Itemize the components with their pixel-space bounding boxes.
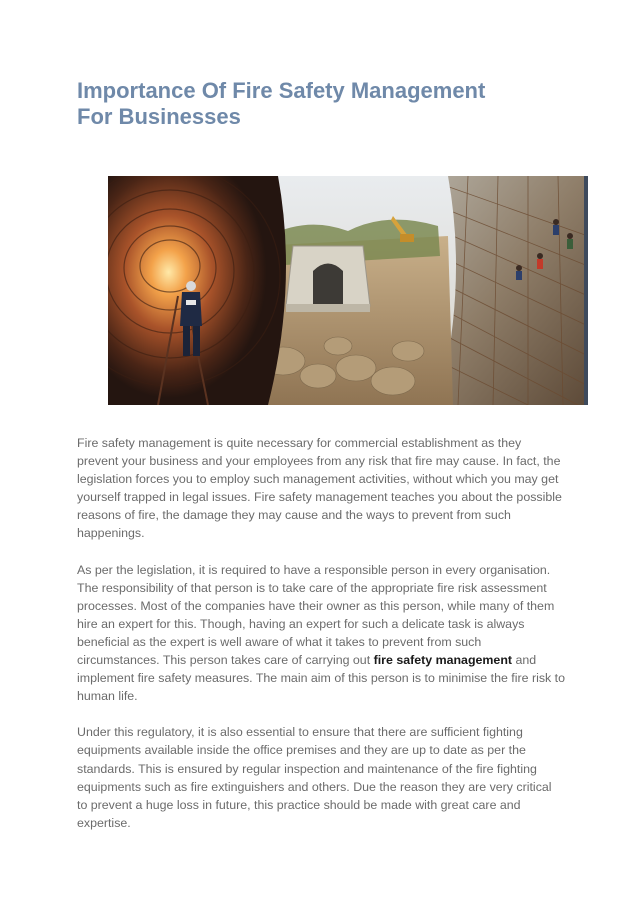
paragraph-2-text-after: and implement fire safety measures. The main aim of this person is to minimise the fire risk to human life. <box>77 653 566 704</box>
title-line-1: Importance Of Fire Safety Management <box>77 78 486 103</box>
paragraph-3: Under this regulatory, it is also essential to ensure that there are sufficient fighting equipments available inside the office premises and they are up to date as per the standards. This is ensured by regular inspection and maintenance of the fire fighting equipments such as fire extinguishers and others. Due the reason they are very critical to prevent a huge loss in future, this practice should be made with great care and expertise. <box>77 725 552 830</box>
page-title <box>77 78 557 130</box>
paragraph-2-text-before: As per the legislation, it is required to have a responsible person in every organisation. The responsibility of that person is to take care of the appropriate fire risk assessment processes. Most of the companies have their owner as this person, while many of them hire an expert for this. Though, having an expert for such a delicate task is always beneficial as the expert is well aware of what it takes to prevent from such circumstances. This person takes care of carrying out <box>77 562 555 668</box>
title-line-2: For Businesses <box>77 104 241 129</box>
tunnel-panel <box>108 176 286 405</box>
hero-image <box>108 176 588 405</box>
article-body <box>77 434 565 850</box>
paragraph-1: Fire safety management is quite necessary for commercial establishment as they prevent your business and your employees from any risk that fire may cause. In fact, the legislation forces you to employ such management activities, without which you may get yourself trapped in legal issues. Fire safety management teaches you about the possible reasons of fire, the damage they may cause and the ways to prevent from such happenings. <box>77 436 562 541</box>
bold-keyword: fire safety management <box>373 653 513 668</box>
paragraph-2 <box>77 561 565 706</box>
